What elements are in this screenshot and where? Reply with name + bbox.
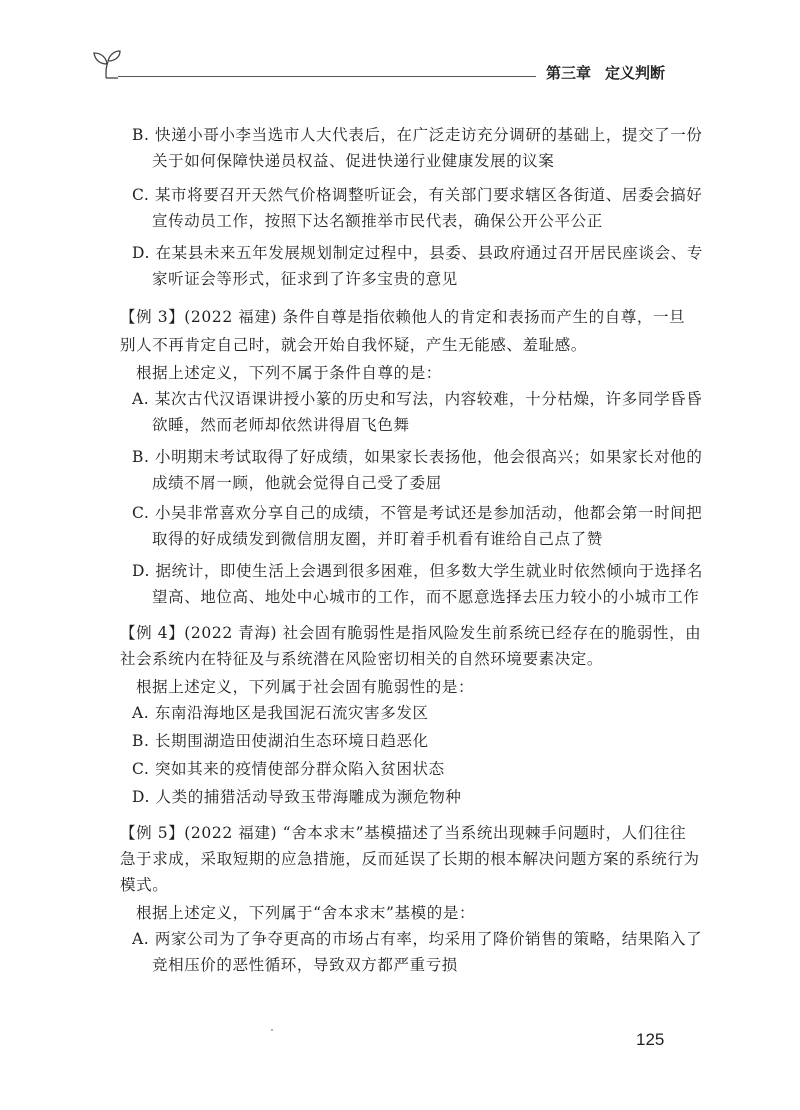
text-line: 急于求成，采取短期的应急措施，反而延误了长期的根本解决问题方案的系统行为 <box>120 850 700 868</box>
text-line: D. 据统计，即使生活上会遇到很多困难，但多数大学生就业时依然倾向于选择名 <box>132 562 703 580</box>
scan-speck <box>271 1029 273 1031</box>
text-line: 社会系统内在特征及与系统潜在风险密切相关的自然环境要素决定。 <box>120 650 604 668</box>
text-line: 根据上述定义，下列属于“舍本求末”基模的是： <box>136 904 476 922</box>
text-line: A. 某次古代汉语课讲授小篆的历史和写法，内容较难，十分枯燥，许多同学昏昏 <box>132 390 703 408</box>
text-line: 望高、地位高、地处中心城市的工作，而不愿意选择去压力较小的小城市工作 <box>152 588 700 606</box>
header-rule <box>118 76 536 77</box>
text-line: 宣传动员工作，按照下达名额推举市民代表，确保公开公平公正 <box>152 212 603 230</box>
text-line: B. 小明期末考试取得了好成绩，如果家长表扬他，他会很高兴；如果家长对他的 <box>132 448 703 466</box>
text-line: B. 长期围湖造田使湖泊生态环境日趋恶化 <box>132 732 429 750</box>
text-line: 根据上述定义，下列属于社会固有脆弱性的是： <box>136 678 475 696</box>
chapter-title: 定义判断 <box>605 64 666 82</box>
text-line: B. 快递小哥小李当选市人大代表后，在广泛走访充分调研的基础上，提交了一份 <box>132 126 703 144</box>
text-line: 【例 5】(2022 福建) “舍本求末”基模描述了当系统出现棘手问题时，人们往往 <box>120 824 687 842</box>
text-line: 取得的好成绩发到微信朋友圈，并盯着手机看有谁给自己点了赞 <box>152 530 603 548</box>
text-line: 家听证会等形式，征求到了许多宝贵的意见 <box>152 270 458 288</box>
chapter-heading <box>546 62 665 83</box>
page-header <box>0 0 800 110</box>
text-line: A. 两家公司为了争夺更高的市场占有率，均采用了降价销售的策略，结果陷入了 <box>132 930 703 948</box>
text-line: D. 在某县未来五年发展规划制定过程中，县委、县政府通过召开居民座谈会、专 <box>132 244 703 262</box>
text-line: D. 人类的捕猎活动导致玉带海雕成为濒危物种 <box>132 788 462 806</box>
text-line: 别人不再肯定自己时，就会开始自我怀疑，产生无能感、羞耻感。 <box>120 336 587 354</box>
text-line: 【例 3】(2022 福建) 条件自尊是指依赖他人的肯定和表扬而产生的自尊，一旦 <box>120 308 686 326</box>
text-line: C. 突如其来的疫情使部分群众陷入贫困状态 <box>132 760 445 778</box>
text-line: 成绩不屑一顾，他就会觉得自己受了委屈 <box>152 474 442 492</box>
text-line: 【例 4】(2022 青海) 社会固有脆弱性是指风险发生前系统已经存在的脆弱性，由 <box>120 624 702 642</box>
text-line: 模式。 <box>120 876 169 894</box>
page-number: 125 <box>636 1030 665 1049</box>
text-line: C. 小吴非常喜欢分享自己的成绩，不管是考试还是参加活动，他都会第一时间把 <box>132 504 703 522</box>
text-line: C. 某市将要召开天然气价格调整听证会，有关部门要求辖区各街道、居委会搞好 <box>132 186 703 204</box>
text-line: 根据上述定义，下列不属于条件自尊的是： <box>136 364 442 382</box>
text-line: 竞相压价的恶性循环，导致双方都严重亏损 <box>152 956 458 974</box>
text-line: A. 东南沿海地区是我国泥石流灾害多发区 <box>132 704 429 722</box>
text-line: 欲睡，然而老师却依然讲得眉飞色舞 <box>152 416 410 434</box>
chapter-number: 第三章 <box>546 64 592 82</box>
text-line: 关于如何保障快递员权益、促进快递行业健康发展的议案 <box>152 152 555 170</box>
